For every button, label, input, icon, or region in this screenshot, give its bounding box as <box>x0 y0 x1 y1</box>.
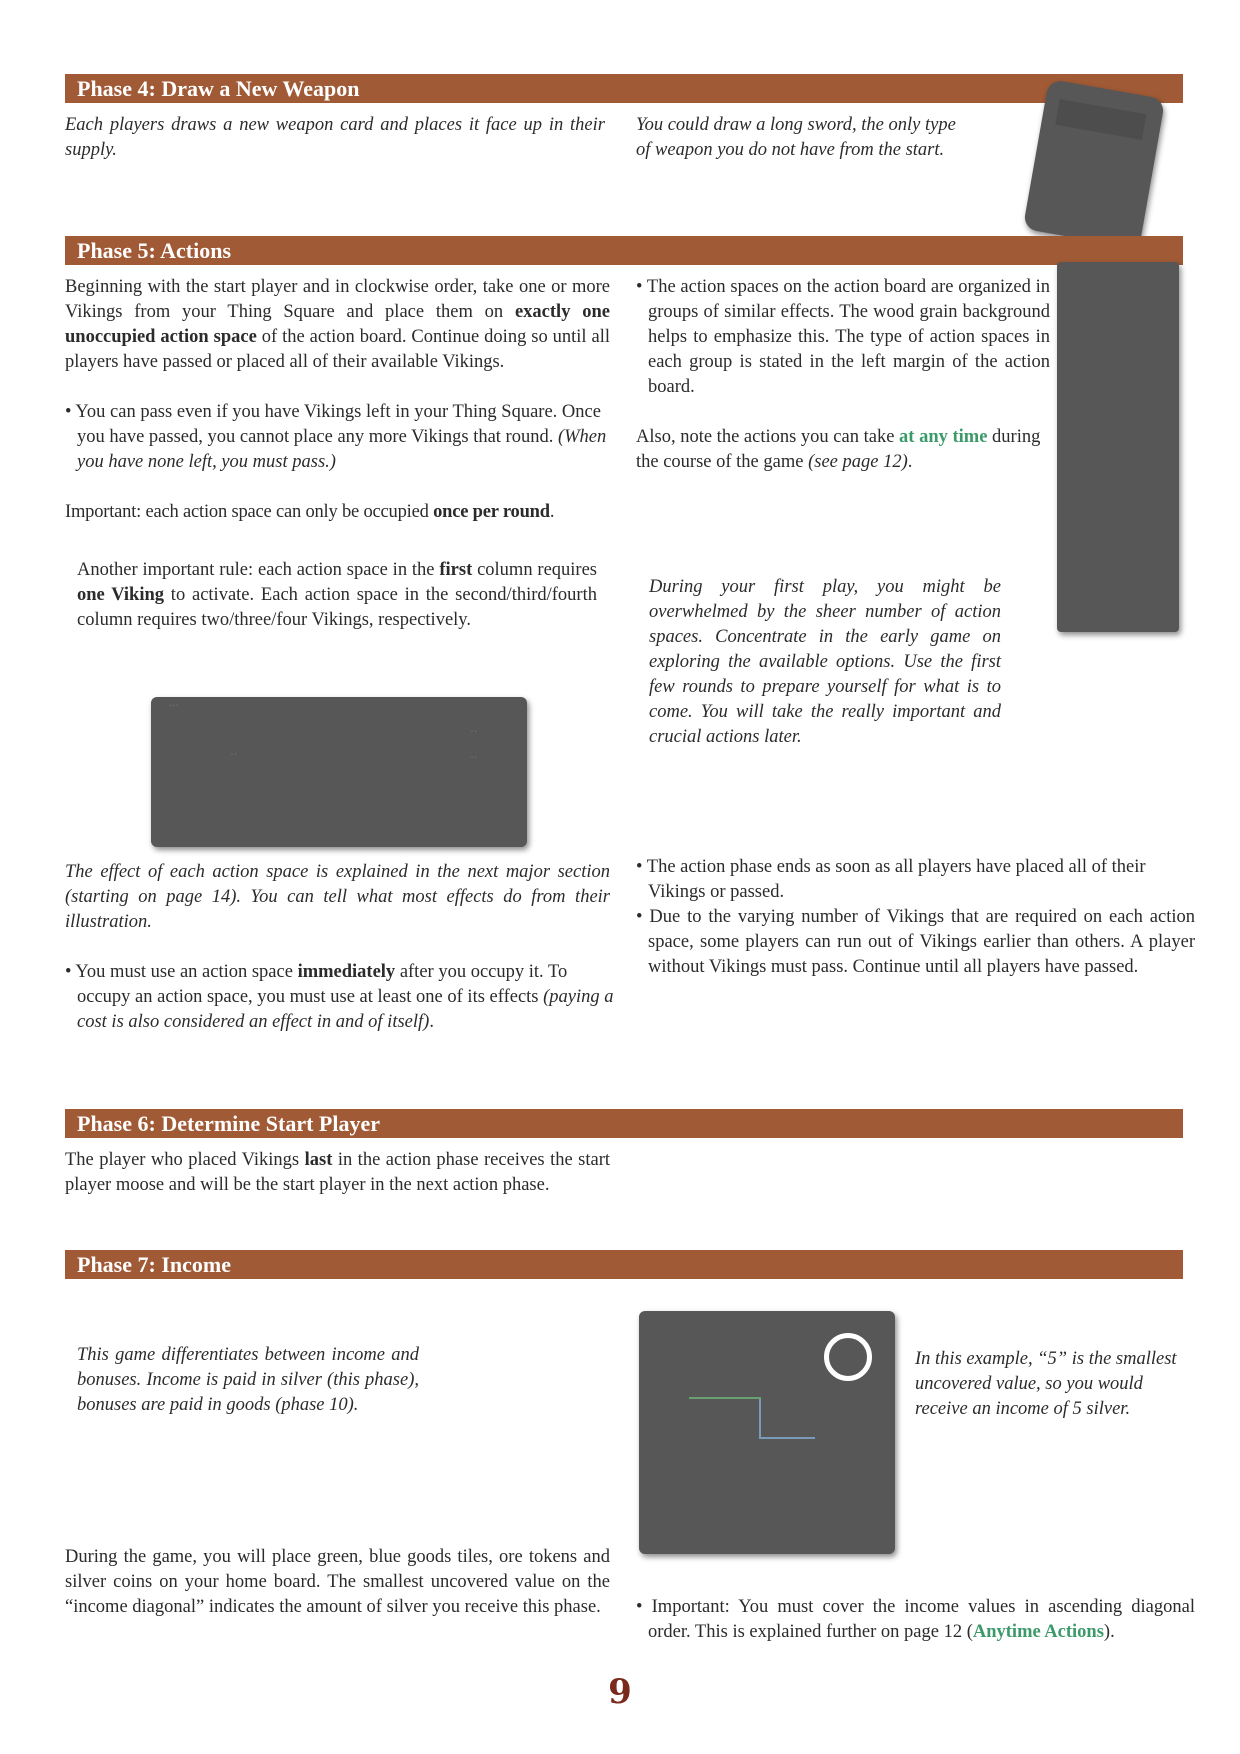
phase5-column-rule: Another important rule: each action space in the first column requires one Viking to activate. Each action space in the second/third/fourth column requires two/three/four Vikings, respectively. <box>77 560 597 630</box>
phase4-left-text: Each players draws a new weapon card and places it face up in their supply. <box>65 115 605 160</box>
phase6-text: The player who placed Vikings last in the action phase receives the start player moose and will be the start player in the next action phase. <box>65 1150 610 1195</box>
phase5-anytime-note: Also, note the actions you can take at any time during the course of the game (see page 12). <box>636 427 1041 472</box>
weapon-card-image <box>1023 79 1166 249</box>
page-number: 9 <box>608 1672 632 1712</box>
phase5-important: Important: each action space can only be occupied once per round. <box>65 502 555 522</box>
phase5-immediately-bullet: • You must use an action space immediately after you occupy it. To occupy an action space, you must use at least one of its effects (paying a cost is also considered an effect in and of itself). <box>65 962 614 1032</box>
phase6-heading: Phase 6: Determine Start Player <box>65 1109 1183 1138</box>
anytime-link[interactable]: at any time <box>899 427 988 447</box>
phase7-heading: Phase 7: Income <box>65 1250 1183 1279</box>
phase5-ends-bullet: • The action phase ends as soon as all players have placed all of their Vikings or passed. <box>636 857 1146 902</box>
home-board-example-image <box>639 1311 895 1554</box>
phase5-intro: Beginning with the start player and in clockwise order, take one or more Vikings from your Thing Square and place them on exactly one unoccupied action space of the action board. Continue doing so until all players have passed or placed all of their available Vikings. <box>65 277 610 372</box>
phase5-first-play-note: During your first play, you might be overwhelmed by the sheer number of action spaces. Concentrate in the early game on exploring the available options. Use the first few rounds to prepare yourself for what is to come. You will take the really important and crucial actions later. <box>649 577 1001 747</box>
highlight-circle <box>824 1333 872 1381</box>
phase5-groups-bullet: • The action spaces on the action board are organized in groups of similar effects. The wood grain background helps to emphasize this. The type of action spaces in each group is stated in the left margin of the action board. <box>636 277 1050 397</box>
action-board-sidebar-image <box>1057 262 1179 632</box>
phase5-effect-note: The effect of each action space is explained in the next major section (starting on page 14). You can tell what most effects do from their illustration. <box>65 862 610 932</box>
phase7-differentiates-note: This game differentiates between income and bonuses. Income is paid in silver (this phase), bonuses are paid in goods (phase 10). <box>77 1345 419 1415</box>
phase5-heading: Phase 5: Actions <box>65 236 1183 265</box>
action-board-image: · · · · · · · · · <box>151 697 527 847</box>
phase5-varying-bullet: • Due to the varying number of Vikings that are required on each action space, some players can run out of Vikings earlier than others. A player without Vikings must pass. Continue until all players have passed. <box>636 907 1195 977</box>
phase5-pass-bullet: • You can pass even if you have Vikings left in your Thing Square. Once you have passed, you cannot place any more Vikings that round. (When you have none left, you must pass.) <box>65 402 607 472</box>
phase7-during-text: During the game, you will place green, blue goods tiles, ore tokens and silver coins on your home board. The smallest uncovered value on the “income diagonal” indicates the amount of silver you receive this phase. <box>65 1547 610 1617</box>
phase4-right-text: You could draw a long sword, the only type of weapon you do not have from the start. <box>636 115 956 160</box>
anytime-actions-link[interactable]: Anytime Actions <box>972 1622 1104 1642</box>
phase4-heading: Phase 4: Draw a New Weapon <box>65 74 1183 103</box>
phase7-example-note: In this example, “5” is the smallest uncovered value, so you would receive an income of 5 silver. <box>915 1349 1177 1419</box>
phase7-ascending-bullet: • Important: You must cover the income values in ascending diagonal order. This is explained further on page 12 (Anytime Actions). <box>636 1597 1195 1642</box>
